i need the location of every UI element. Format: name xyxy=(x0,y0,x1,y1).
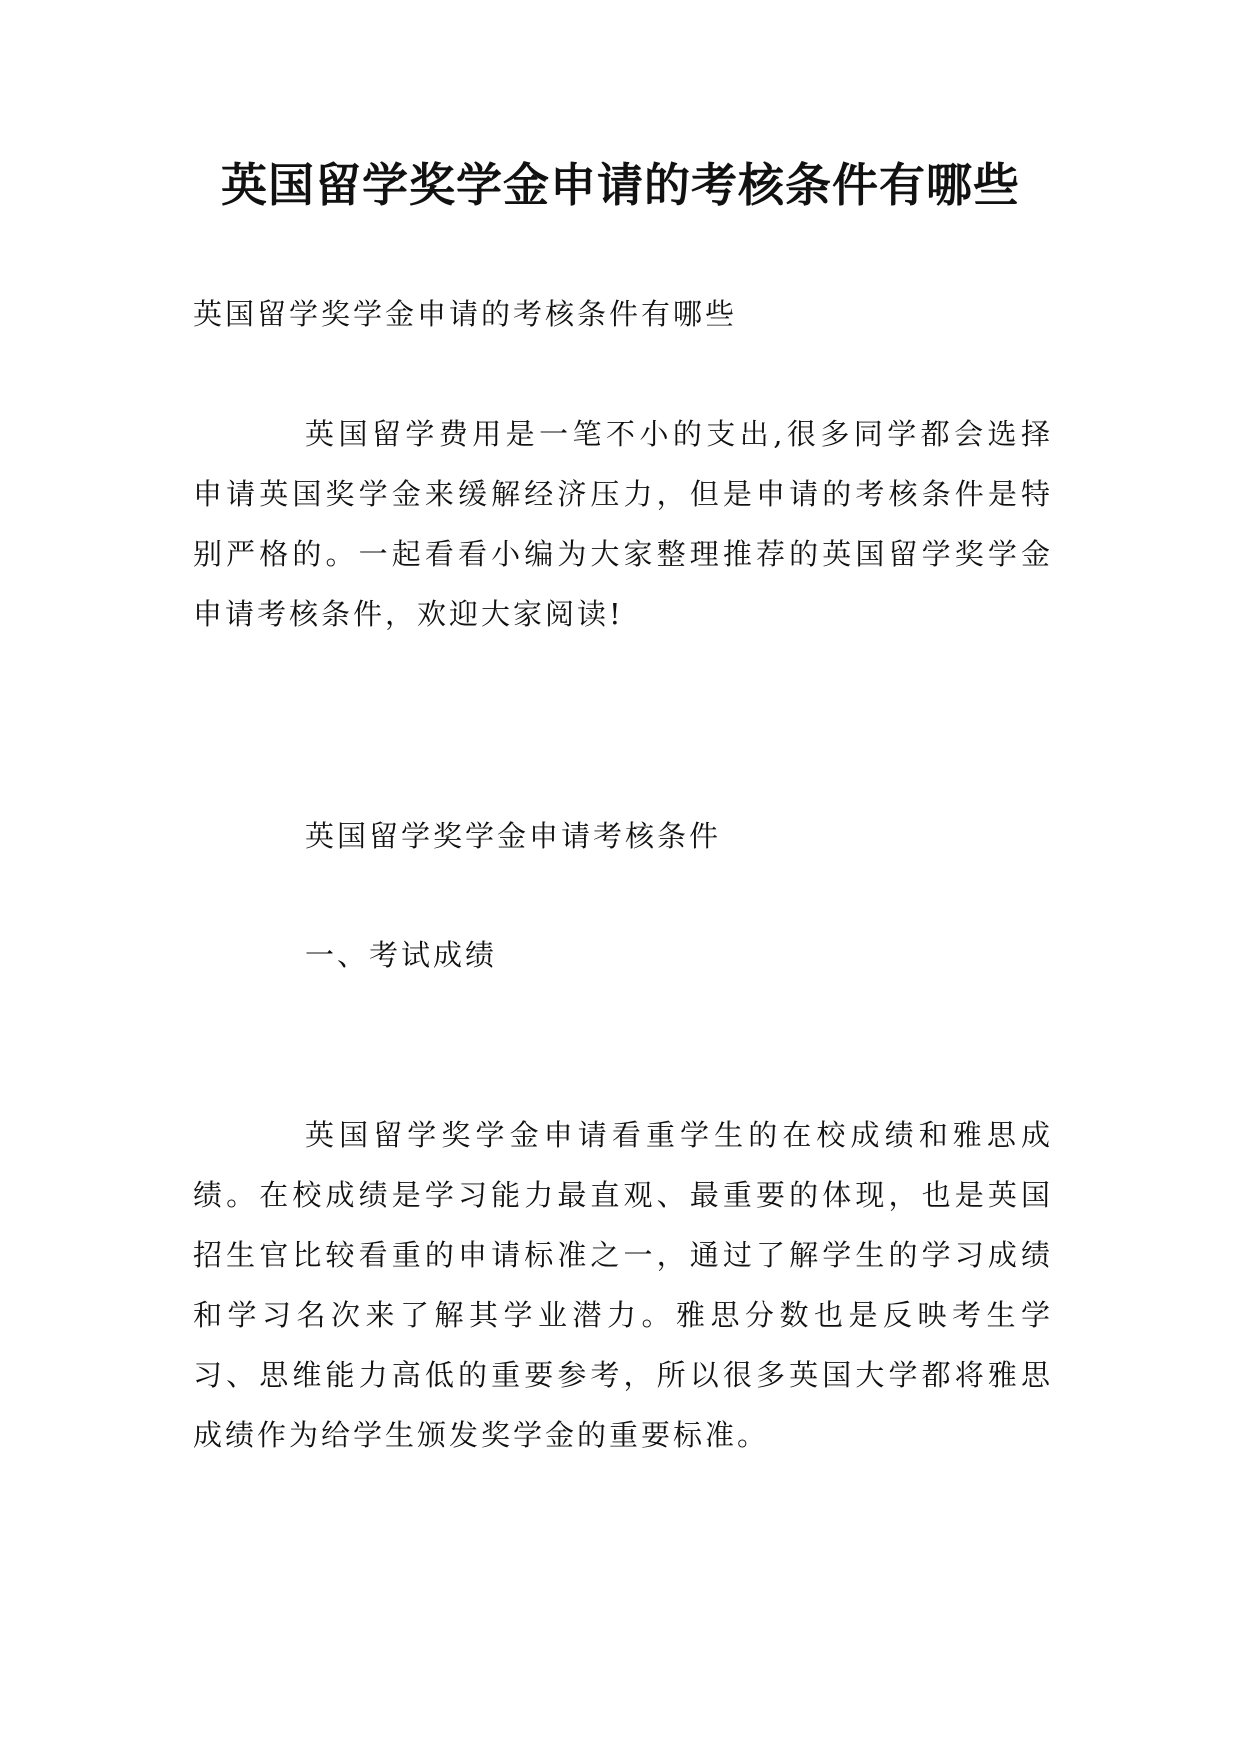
sub-heading-exam-scores: 一、考试成绩 xyxy=(305,938,498,972)
intro-paragraph: 英国留学费用是一笔不小的支出,很多同学都会选择申请英国奖学金来缓解经济压力，但是申请的考核条件是特别严格的。一起看看小编为大家整理推荐的英国留学奖学金申请考核条件，欢迎大家阅读! xyxy=(193,417,1053,631)
exam-scores-paragraph: 英国留学奖学金申请看重学生的在校成绩和雅思成绩。在校成绩是学习能力最直观、最重要的体现，也是英国招生官比较看重的申请标准之一，通过了解学生的学习成绩和学习名次来了解其学业潜力。雅思分数也是反映考生学习、思维能力高低的重要参考，所以很多英国大学都将雅思成绩作为给学生颁发奖学金的重要标准。 xyxy=(193,1118,1053,1452)
section-heading: 英国留学奖学金申请考核条件 xyxy=(305,819,722,853)
document-subtitle: 英国留学奖学金申请的考核条件有哪些 xyxy=(193,297,738,331)
document-title: 英国留学奖学金申请的考核条件有哪些 xyxy=(221,158,1020,212)
